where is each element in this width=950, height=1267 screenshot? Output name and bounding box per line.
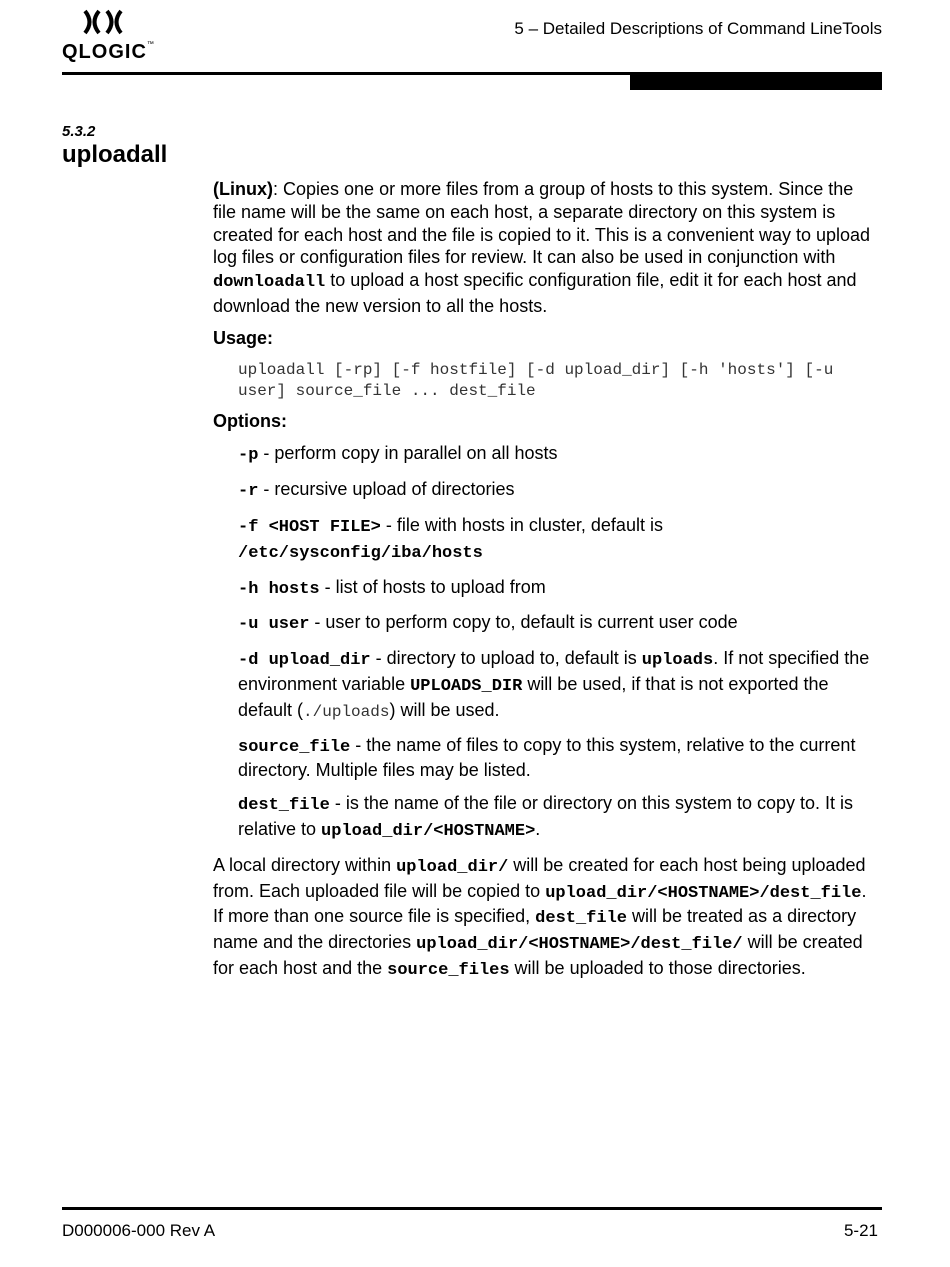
closing-paragraph: A local directory within upload_dir/ will be created for each host being uploaded from. Each uploaded file will be copied to upload_dir/<HOSTNAME>/dest_file. If more than one source file is specified, dest_file will be treated as a directory name and the directories upload_dir/<HOSTNAME>/dest_file/ will be created for each host and the source_files will be uploaded to those directories. bbox=[213, 854, 867, 980]
footer-rule bbox=[62, 1207, 882, 1210]
options-heading: Options: bbox=[213, 410, 287, 431]
qlogic-logo-icon bbox=[82, 8, 124, 36]
option-dest-file: dest_file - is the name of the file or directory on this system to copy to. It is relative to upload_dir/<HOSTNAME>. bbox=[238, 793, 854, 841]
header-bar bbox=[630, 75, 882, 90]
section-body bbox=[213, 178, 881, 983]
logo-wordmark: QLOGIC™ bbox=[62, 41, 155, 63]
option-source-file: source_file - the name of files to copy to this system, relative to the current directory. Multiple files may be listed. bbox=[238, 734, 856, 781]
usage-heading: Usage: bbox=[213, 327, 274, 348]
option-d: -d upload_dir - directory to upload to, default is uploads. If not specified the environment variable UPLOADS_DIR will be used, if that is not exported the default (./uploads) will be used. bbox=[238, 648, 870, 721]
intro-paragraph: (Linux): Copies one or more files from a group of hosts to this system. Since the file name will be the same on each host, a separate directory on this system is created for each host and the file is copied to it. This is a convenient way to upload log files or configuration files for review. It can also be used in conjunction with downloadall to upload a host specific configuration file, edit it for each host and download the new version to all the hosts. bbox=[213, 179, 871, 316]
section-number: 5.3.2 bbox=[62, 123, 96, 140]
option-h: -h hosts - list of hosts to upload from bbox=[238, 576, 546, 599]
qlogic-logo bbox=[62, 8, 155, 64]
option-f: -f <HOST FILE> - file with hosts in cluster, default is /etc/sysconfig/iba/hosts bbox=[238, 514, 663, 563]
chapter-title: 5 – Detailed Descriptions of Command LineTools bbox=[514, 19, 882, 38]
option-u: -u user - user to perform copy to, default is current user code bbox=[238, 612, 738, 635]
usage-command: uploadall [-rp] [-f hostfile] [-d upload_dir] [-h 'hosts'] [-u user] source_file ... dest_file bbox=[238, 360, 834, 400]
option-r: -r - recursive upload of directories bbox=[238, 479, 515, 502]
section-title: uploadall bbox=[62, 141, 168, 168]
document-id: D000006-000 Rev A bbox=[62, 1221, 216, 1240]
page-number: 5-21 bbox=[843, 1221, 878, 1240]
option-p: -p - perform copy in parallel on all hosts bbox=[238, 443, 558, 466]
